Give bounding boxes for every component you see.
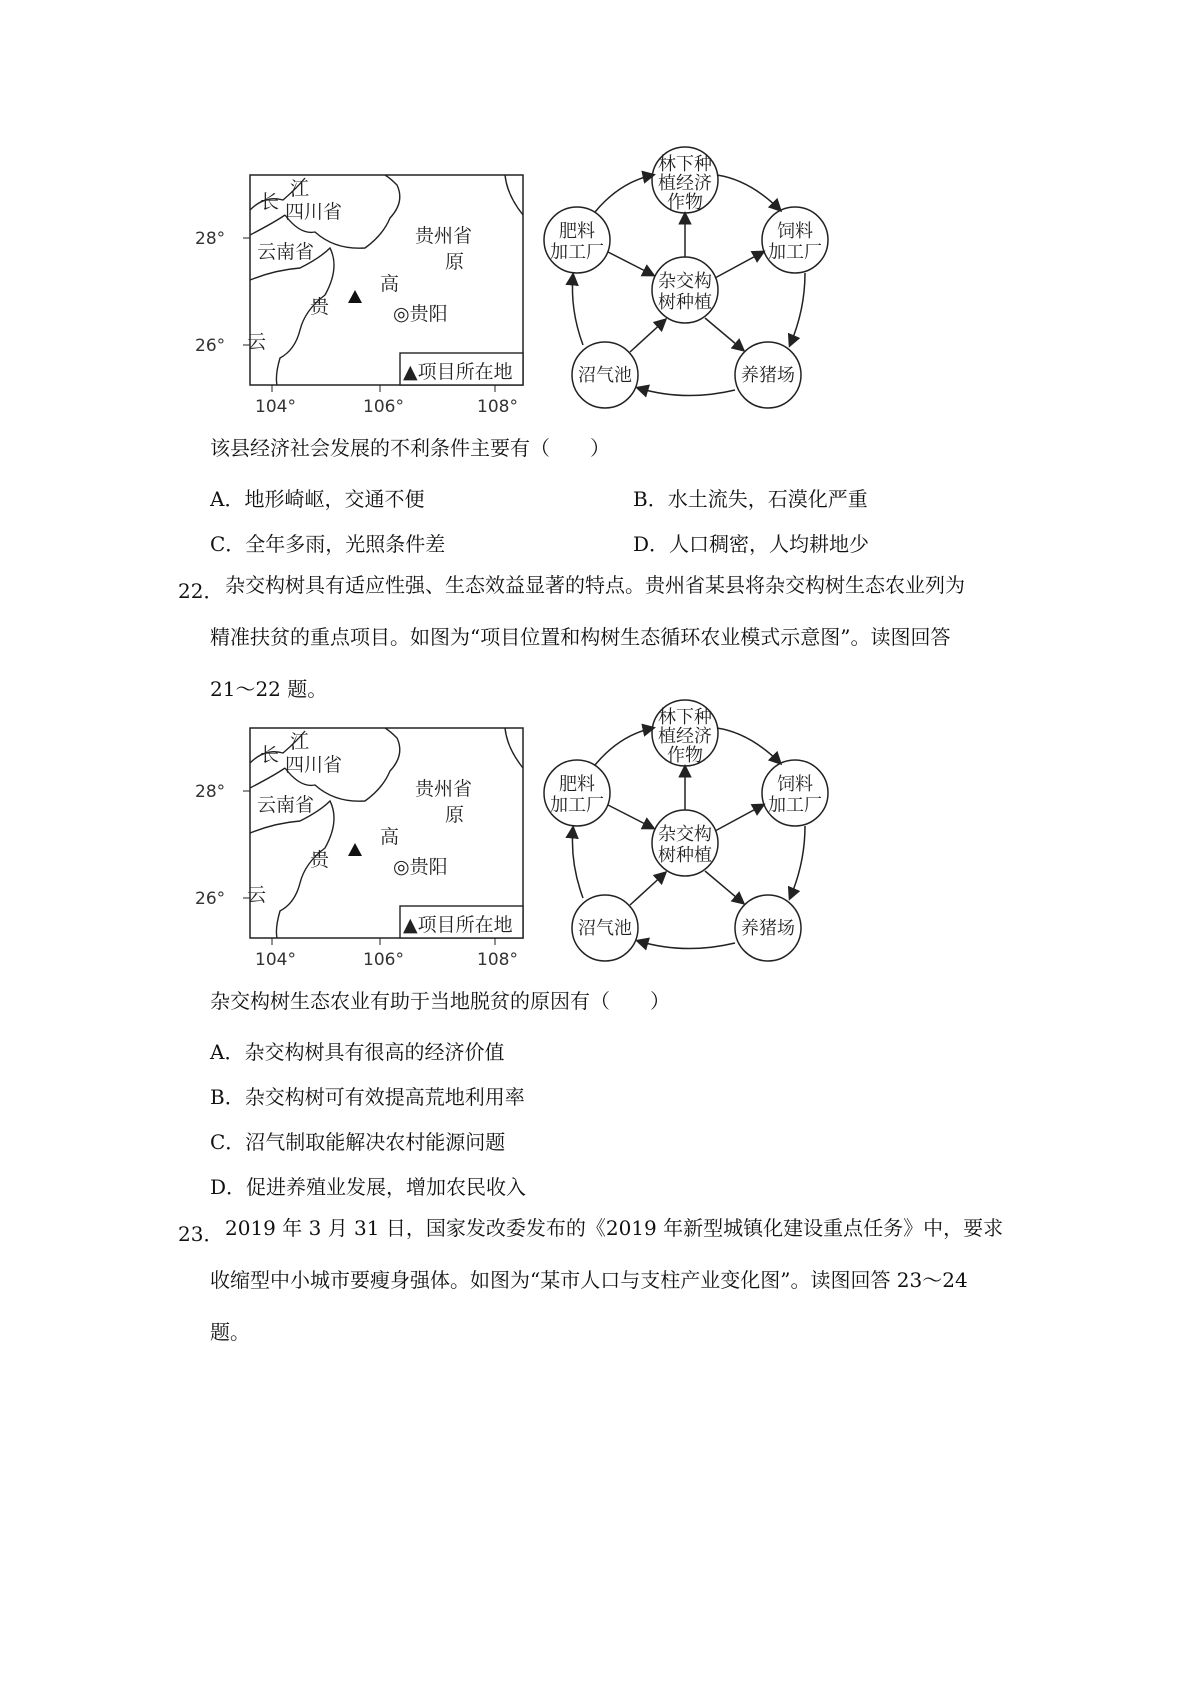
q21-stem: 该县经济社会发展的不利条件主要有（ ） — [210, 436, 610, 460]
label-forest-crops-1: 林下种 — [658, 707, 712, 728]
q21-option-b[interactable]: B．水土流失，石漠化严重 — [633, 487, 868, 511]
label-paper-mulberry-2: 树种植 — [658, 845, 712, 866]
map-label-guiyang: ◎贵阳 — [393, 856, 448, 878]
label-biogas: 沼气池 — [578, 365, 632, 386]
label-forest-crops-3: 作物 — [667, 192, 703, 213]
map-label-sichuan: 四川省 — [285, 201, 343, 223]
map-label-chang: 长 — [260, 191, 280, 213]
q22-option-c[interactable]: C．沼气制取能解决农村能源问题 — [210, 1130, 506, 1154]
map-label-gao: 高 — [380, 273, 400, 295]
label-paper-mulberry-1: 杂交构 — [658, 271, 712, 292]
map-legend: ▲项目所在地 — [403, 914, 513, 936]
map-label-guizhou: 贵州省 — [415, 225, 473, 247]
label-fertilizer-1: 肥料 — [559, 774, 595, 795]
map-label-gao: 高 — [380, 826, 400, 848]
label-paper-mulberry-2: 树种植 — [658, 292, 712, 313]
label-pig-farm: 养猪场 — [741, 918, 795, 939]
q23-intro-line2: 收缩型中小城市要瘦身强体。如图为“某市人口与支柱产业变化图”。读图回答 23～24 — [210, 1268, 968, 1292]
label-forest-crops-3: 作物 — [667, 745, 703, 766]
label-forest-crops-2: 植经济 — [658, 173, 712, 194]
project-triangle-icon — [348, 290, 362, 303]
figure-svg — [195, 140, 905, 430]
lat-label-26: 26° — [195, 336, 226, 356]
label-fertilizer-2: 加工厂 — [550, 795, 604, 816]
label-biogas: 沼气池 — [578, 918, 632, 939]
lon-label-108: 108° — [477, 950, 518, 970]
q22-option-d[interactable]: D．促进养殖业发展，增加农民收入 — [210, 1175, 527, 1199]
label-fertilizer-1: 肥料 — [559, 221, 595, 242]
lat-label-28: 28° — [195, 782, 226, 802]
label-forest-crops-1: 林下种 — [658, 154, 712, 175]
lon-label-106: 106° — [363, 950, 404, 970]
lat-label-26: 26° — [195, 889, 226, 909]
map-label-yun: 云 — [247, 884, 267, 906]
lon-label-104: 104° — [255, 950, 296, 970]
label-paper-mulberry-1: 杂交构 — [658, 824, 712, 845]
map-label-yunnan: 云南省 — [257, 794, 315, 816]
lon-label-104: 104° — [255, 397, 296, 417]
q22-option-b[interactable]: B．杂交构树可有效提高荒地利用率 — [210, 1085, 525, 1109]
label-pig-farm: 养猪场 — [741, 365, 795, 386]
map-label-guiyang: ◎贵阳 — [393, 303, 448, 325]
project-triangle-icon — [348, 843, 362, 856]
lon-label-106: 106° — [363, 397, 404, 417]
lat-label-28: 28° — [195, 229, 226, 249]
label-forest-crops-2: 植经济 — [658, 726, 712, 747]
q21-option-a[interactable]: A．地形崎岖，交通不便 — [210, 487, 425, 511]
q22-stem: 杂交构树生态农业有助于当地脱贫的原因有（ ） — [210, 989, 670, 1013]
map-label-gui: 贵 — [310, 296, 330, 318]
q23-number: 23． — [178, 1222, 224, 1246]
map-label-yun: 云 — [247, 331, 267, 353]
map-label-yuan: 原 — [445, 804, 465, 826]
map-label-chang: 长 — [260, 744, 280, 766]
q23-intro-line3: 题。 — [210, 1320, 250, 1344]
figure-map-and-cycle-1 — [195, 140, 905, 430]
lon-label-108: 108° — [477, 397, 518, 417]
map-legend: ▲项目所在地 — [403, 361, 513, 383]
q23-intro-line1: 2019 年 3 月 31 日，国家发改委发布的《2019 年新型城镇化建设重点任务》中，要求 — [225, 1216, 1004, 1240]
q22-intro-line1: 杂交构树具有适应性强、生态效益显著的特点。贵州省某县将杂交构树生态农业列为 — [225, 573, 965, 597]
figure-svg-2 — [195, 693, 905, 983]
location-map — [195, 175, 523, 417]
map-label-jiang: 江 — [290, 178, 310, 200]
map-label-sichuan: 四川省 — [285, 754, 343, 776]
q22-intro-line2: 精准扶贫的重点项目。如图为“项目位置和构树生态循环农业模式示意图”。读图回答 — [210, 625, 951, 649]
map-label-yuan: 原 — [445, 251, 465, 273]
q21-option-d[interactable]: D．人口稠密，人均耕地少 — [633, 532, 870, 556]
location-map-2 — [195, 728, 523, 970]
q21-option-c[interactable]: C．全年多雨，光照条件差 — [210, 532, 446, 556]
q22-option-a[interactable]: A．杂交构树具有很高的经济价值 — [210, 1040, 505, 1064]
label-feed-1: 饲料 — [777, 221, 813, 242]
label-feed-1: 饲料 — [777, 774, 813, 795]
label-feed-2: 加工厂 — [768, 242, 822, 263]
label-feed-2: 加工厂 — [768, 795, 822, 816]
map-label-guizhou: 贵州省 — [415, 778, 473, 800]
q22-number: 22． — [178, 579, 224, 603]
map-label-jiang: 江 — [290, 731, 310, 753]
label-fertilizer-2: 加工厂 — [550, 242, 604, 263]
map-label-gui: 贵 — [310, 849, 330, 871]
map-label-yunnan: 云南省 — [257, 241, 315, 263]
q22-intro-line3: 21～22 题。 — [210, 677, 328, 701]
figure-map-and-cycle-2 — [195, 693, 905, 983]
